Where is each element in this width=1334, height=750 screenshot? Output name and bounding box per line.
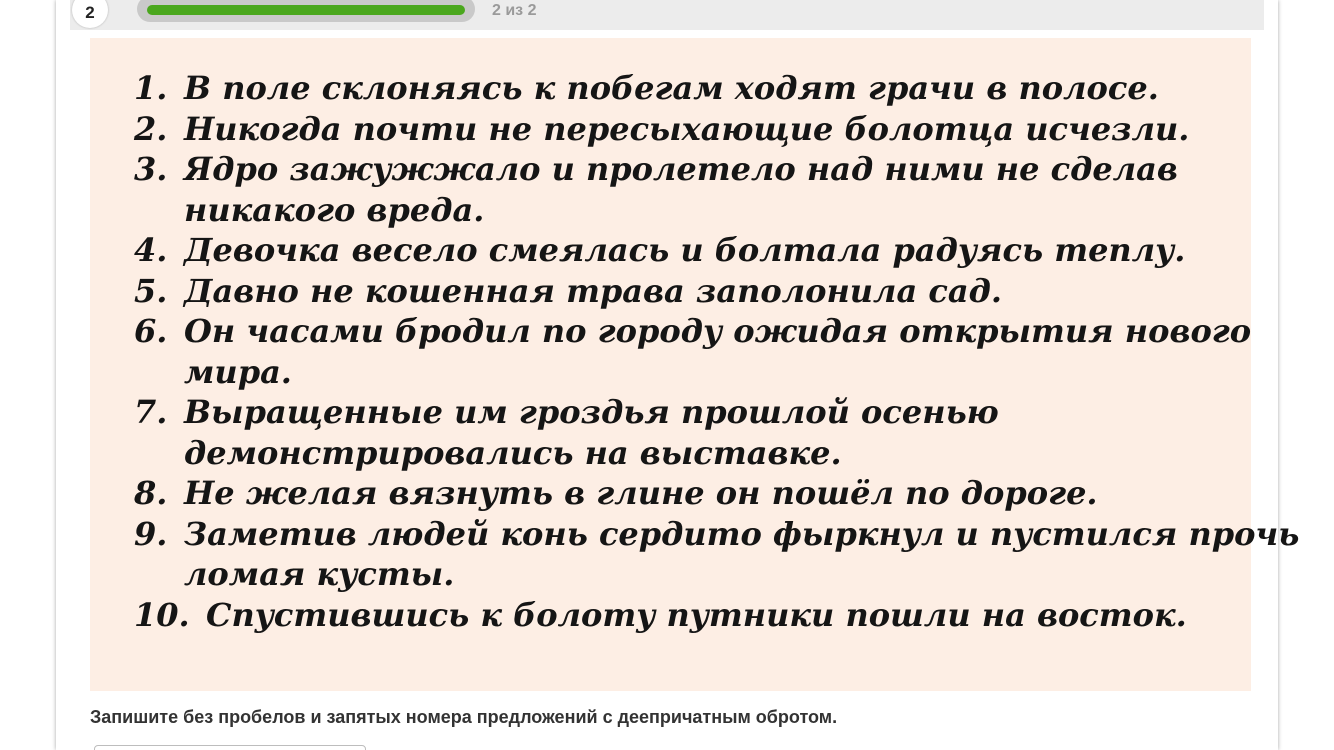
progress-bar: [137, 0, 475, 22]
sentence-text: Спустившись к болоту путники пошли на восток.: [206, 595, 1187, 634]
sentence-text: Давно не кошенная трава заполонила сад.: [184, 271, 1002, 310]
sentence-text: Ядро зажужжало и пролетело над ними не сделав: [184, 150, 1178, 188]
task-image: [90, 38, 1300, 691]
sentence-number: 3.: [134, 150, 168, 188]
sentence-text: Заметив людей конь сердито фыркнул и пустился прочь: [184, 514, 1300, 553]
sentence-number: 10.: [134, 595, 190, 634]
sentence-item: [134, 595, 1234, 636]
sentence-number: 1.: [134, 69, 168, 107]
sentence-number: 5.: [134, 271, 168, 310]
sentence-text: Девочка весело смеялась и болтала радуясь теплу.: [184, 231, 1186, 269]
sentence-number: 9.: [134, 514, 168, 553]
sentence-number: 6.: [134, 312, 168, 350]
task-header: [70, 0, 1264, 30]
answer-input[interactable]: [94, 745, 366, 750]
step-number-badge: 2: [72, 0, 108, 28]
sentence-text-continued: мира.: [184, 352, 292, 391]
sentence-text-continued: никакого вреда.: [184, 190, 485, 229]
task-instruction: Запишите без пробелов и запятых номера предложений с деепричатным обротом.: [90, 707, 838, 727]
sentence-text: Выращенные им гроздья прошлой осенью: [184, 393, 999, 431]
sentence-number: 7.: [134, 393, 168, 431]
sentence-text-continued: ломая кусты.: [184, 555, 455, 593]
sentence-text: В поле склоняясь к побегам ходят грачи в полосе.: [184, 69, 1159, 107]
sentence-item: [134, 473, 1234, 514]
sentence-item: [134, 109, 1234, 150]
sentence-list: [134, 68, 1300, 635]
sentence-text-continued: демонстрировались на выставке.: [184, 433, 842, 472]
sentence-number: 4.: [134, 231, 168, 269]
sentence-item: [134, 149, 1234, 230]
sentence-number: 2.: [134, 109, 168, 148]
sentence-item: [134, 68, 1234, 109]
task-card: [56, 0, 1300, 750]
sentence-item: [134, 311, 1252, 392]
sentence-text: Никогда почти не пересыхающие болотца исчезли.: [184, 109, 1190, 148]
progress-bar-fill: [147, 5, 465, 15]
sentence-number: 8.: [134, 474, 168, 512]
sentence-text: Он часами бродил по городу ожидая открытия нового: [184, 312, 1252, 350]
progress-text: 2 из 2: [492, 2, 537, 19]
sentence-text: Не желая вязнуть в глине он пошёл по дороге.: [184, 474, 1098, 512]
sentence-item: [134, 271, 1234, 312]
sentence-item: [134, 230, 1234, 271]
sentence-item: [134, 514, 1300, 595]
sentence-item: [134, 392, 1234, 473]
